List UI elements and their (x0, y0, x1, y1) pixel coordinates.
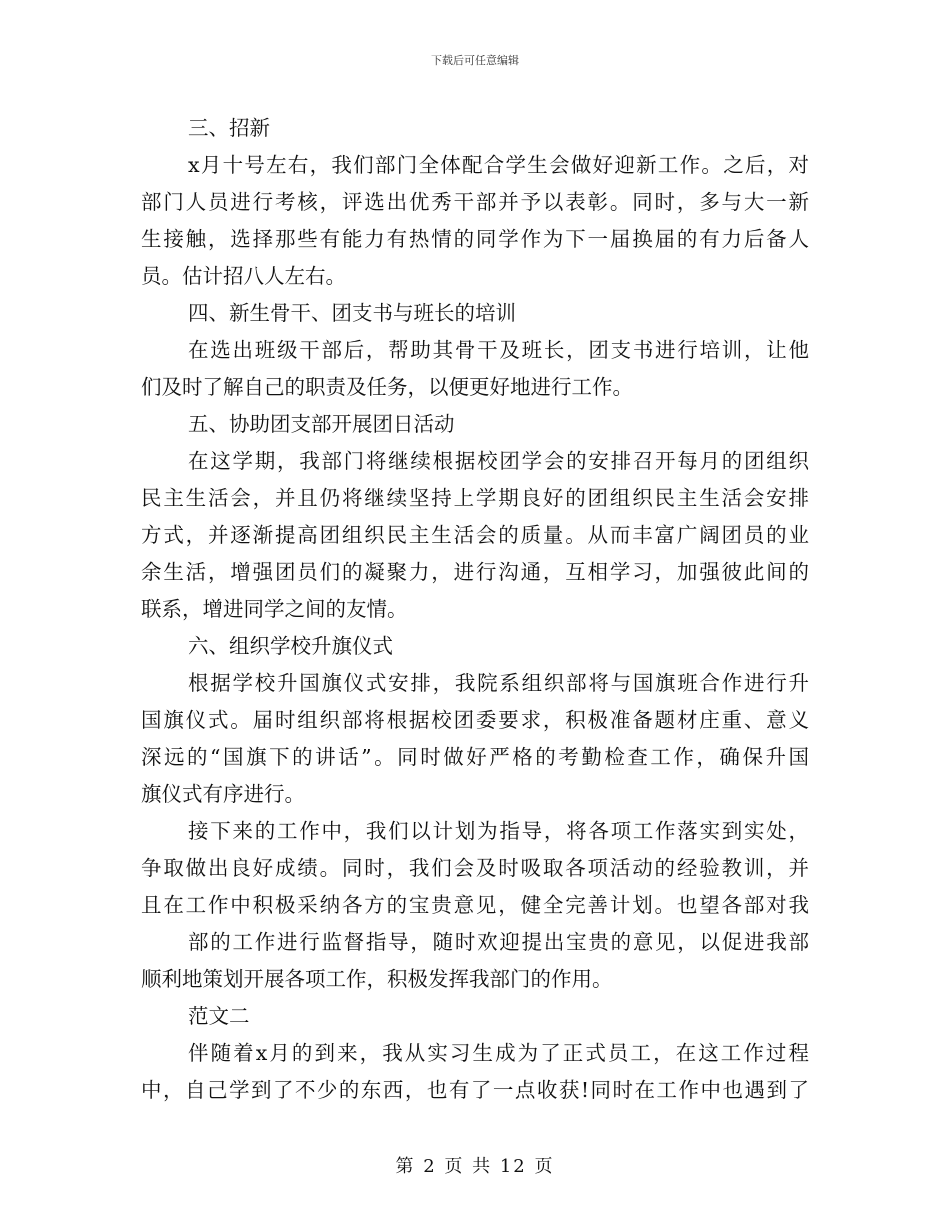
section-heading-sample-two: 范文二 (188, 1004, 250, 1028)
document-body (141, 110, 809, 1109)
paragraph-line: 部门人员进行考核，评选出优秀干部并予以表彰。同时，多与大一新 (141, 190, 809, 214)
paragraph-line: 在选出班级干部后，帮助其骨干及班长，团支书进行培训，让他 (188, 338, 809, 362)
paragraph-line: 生接触，选择那些有能力有热情的同学作为下一届换届的有力后备人 (141, 227, 809, 251)
paragraph-line: x月十号左右，我们部门全体配合学生会做好迎新工作。之后，对 (188, 153, 809, 177)
paragraph-line: 方式，并逐渐提高团组织民主生活会的质量。从而丰富广阔团员的业 (141, 523, 809, 547)
paragraph-line: 伴随着x月的到来，我从实习生成为了正式员工，在这工作过程 (188, 1041, 809, 1065)
paragraph-line: 深远的“国旗下的讲话”。同时做好严格的考勤检查工作，确保升国 (141, 745, 809, 769)
section-heading-recruitment: 三、招新 (188, 116, 270, 140)
paragraph-line: 部的工作进行监督指导，随时欢迎提出宝贵的意见，以促进我部 (188, 930, 809, 954)
section-heading-training: 四、新生骨干、团支书与班长的培训 (188, 301, 516, 325)
paragraph-line: 联系，增进同学之间的友情。 (141, 597, 408, 621)
section-heading-league-activities: 五、协助团支部开展团日活动 (188, 412, 455, 436)
page-number-footer: 第 2 页 共 12 页 (395, 1156, 555, 1177)
paragraph-line: 中，自己学到了不少的东西，也有了一点收获!同时在工作中也遇到了 (141, 1078, 809, 1102)
section-heading-flag-ceremony: 六、组织学校升旗仪式 (188, 634, 393, 658)
paragraph-line: 争取做出良好成绩。同时，我们会及时吸取各项活动的经验教训，并 (141, 856, 809, 880)
paragraph-line: 员。估计招八人左右。 (141, 264, 346, 288)
paragraph-line: 民主生活会，并且仍将继续坚持上学期良好的团组织民主生活会安排 (141, 486, 809, 510)
paragraph-line: 顺利地策划开展各项工作，积极发挥我部门的作用。 (141, 967, 613, 991)
paragraph-line: 在这学期，我部门将继续根据校团学会的安排召开每月的团组织 (188, 449, 809, 473)
paragraph-line: 余生活，增强团员们的凝聚力，进行沟通，互相学习，加强彼此间的 (141, 560, 809, 584)
paragraph-line: 旗仪式有序进行。 (141, 782, 305, 806)
paragraph-line: 国旗仪式。届时组织部将根据校团委要求，积极准备题材庄重、意义 (141, 708, 809, 732)
paragraph-line: 根据学校升国旗仪式安排，我院系组织部将与国旗班合作进行升 (188, 671, 809, 695)
paragraph-line: 且在工作中积极采纳各方的宝贵意见，健全完善计划。也望各部对我 (141, 893, 809, 917)
paragraph-line: 接下来的工作中，我们以计划为指导，将各项工作落实到实处， (188, 819, 809, 843)
paragraph-line: 们及时了解自己的职责及任务，以便更好地进行工作。 (141, 375, 633, 399)
page-header-note: 下载后可任意编辑 (431, 54, 519, 67)
